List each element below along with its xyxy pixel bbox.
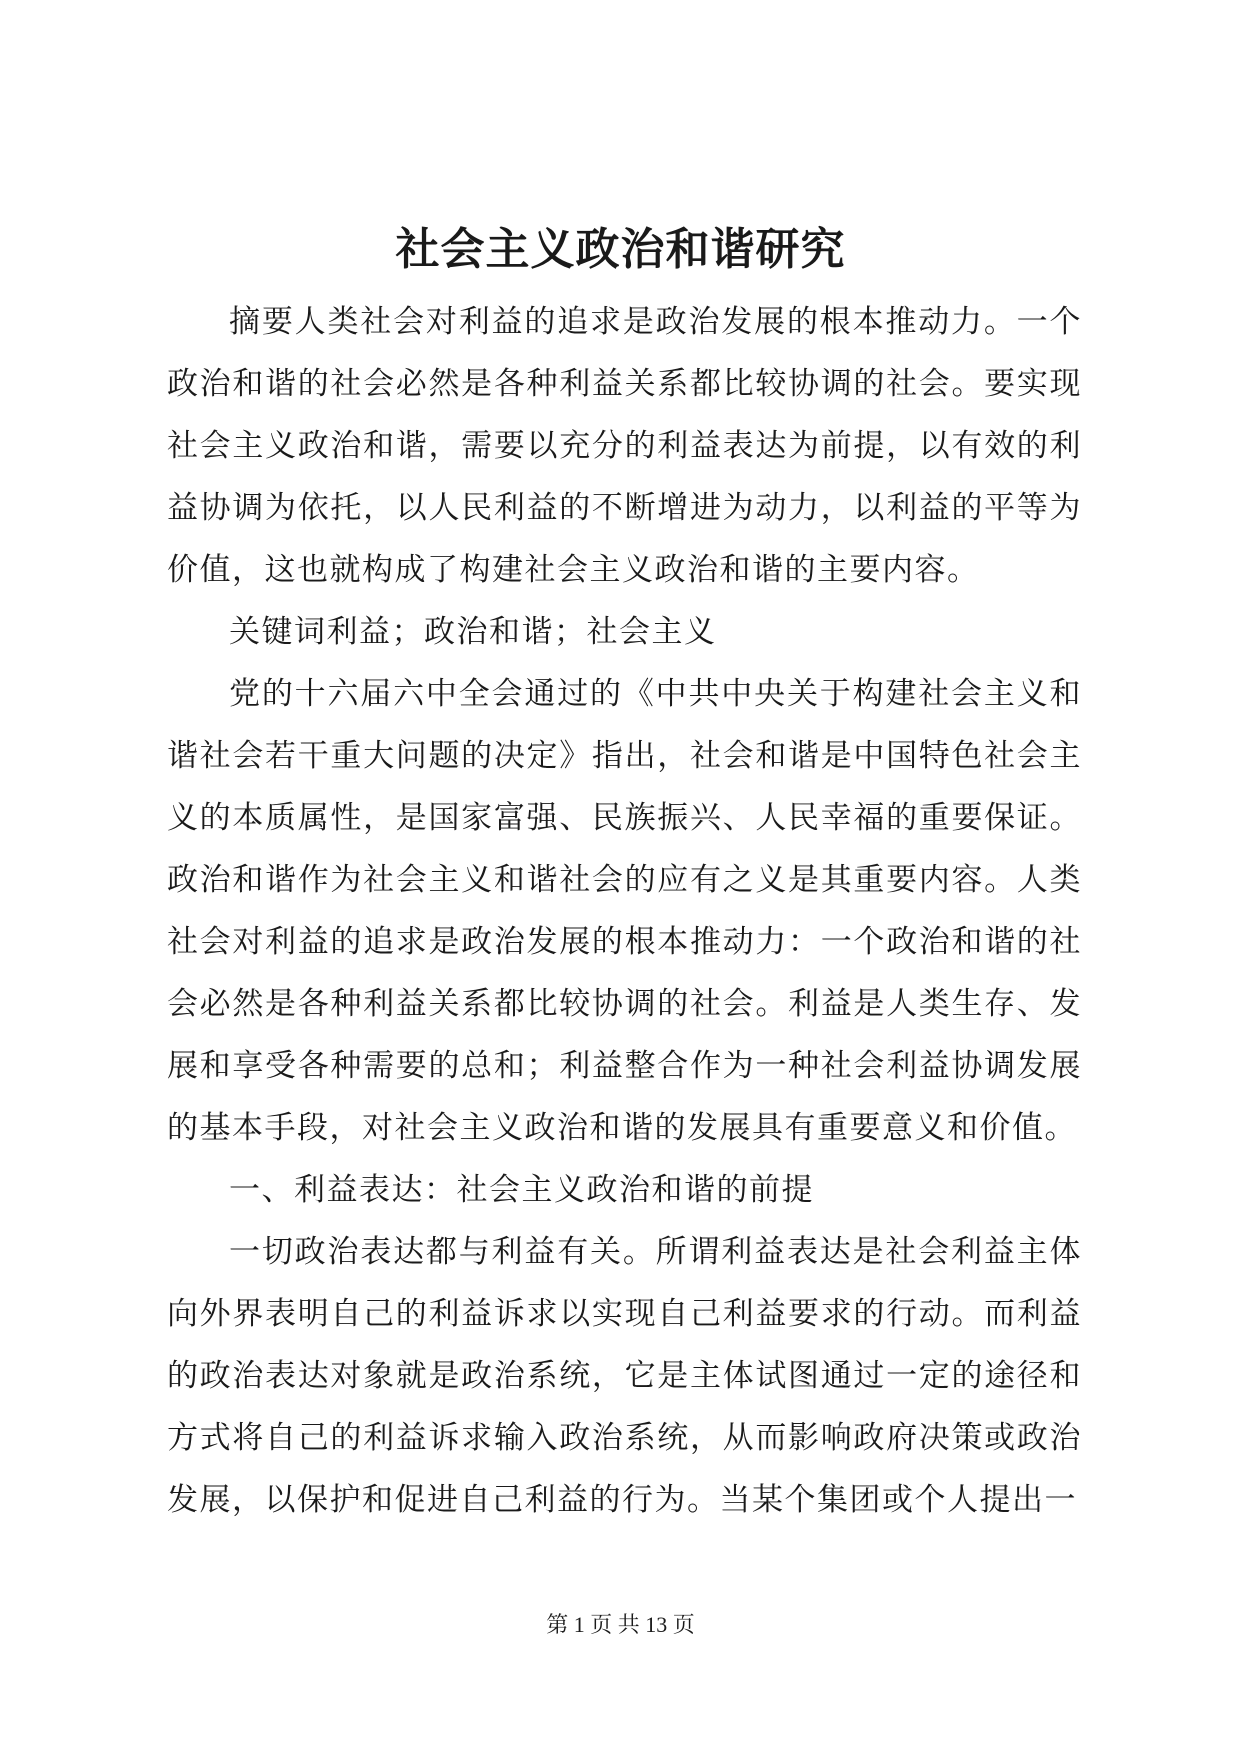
abstract-paragraph: 摘要人类社会对利益的追求是政治发展的根本推动力。一个政治和谐的社会必然是各种利益关系都比较协调的社会。要实现社会主义政治和谐，需要以充分的利益表达为前提，以有效的利益协调为依托，以人民利益的不断增进为动力，以利益的平等为价值，这也就构成了构建社会主义政治和谐的主要内容。 (167, 304, 1082, 588)
intro-paragraph: 党的十六届六中全会通过的《中共中央关于构建社会主义和谐社会若干重大问题的决定》指出，社会和谐是中国特色社会主义的本质属性，是国家富强、民族振兴、人民幸福的重要保证。政治和谐作为社会主义和谐社会的应有之义是其重要内容。人类社会对利益的追求是政治发展的根本推动力：一个政治和谐的社会必然是各种利益关系都比较协调的社会。利益是人类生存、发展和享受各种需要的总和；利益整合作为一种社会利益协调发展的基本手段，对社会主义政治和谐的发展具有重要意义和价值。 (167, 676, 1082, 1146)
section-heading: 一、利益表达：社会主义政治和谐的前提 (229, 1172, 814, 1208)
page-footer: 第 1 页 共 13 页 (546, 1612, 695, 1637)
keywords-paragraph: 关键词利益；政治和谐；社会主义 (229, 614, 717, 650)
document-body (167, 291, 1082, 1531)
document-title: 社会主义政治和谐研究 (395, 224, 846, 275)
section-paragraph: 一切政治表达都与利益有关。所谓利益表达是社会利益主体向外界表明自己的利益诉求以实现自己利益要求的行动。而利益的政治表达对象就是政治系统，它是主体试图通过一定的途径和方式将自己的利益诉求输入政治系统，从而影响政府决策或政治发展，以保护和促进自己利益的行为。当某个集团或个人提出一 (167, 1234, 1082, 1518)
